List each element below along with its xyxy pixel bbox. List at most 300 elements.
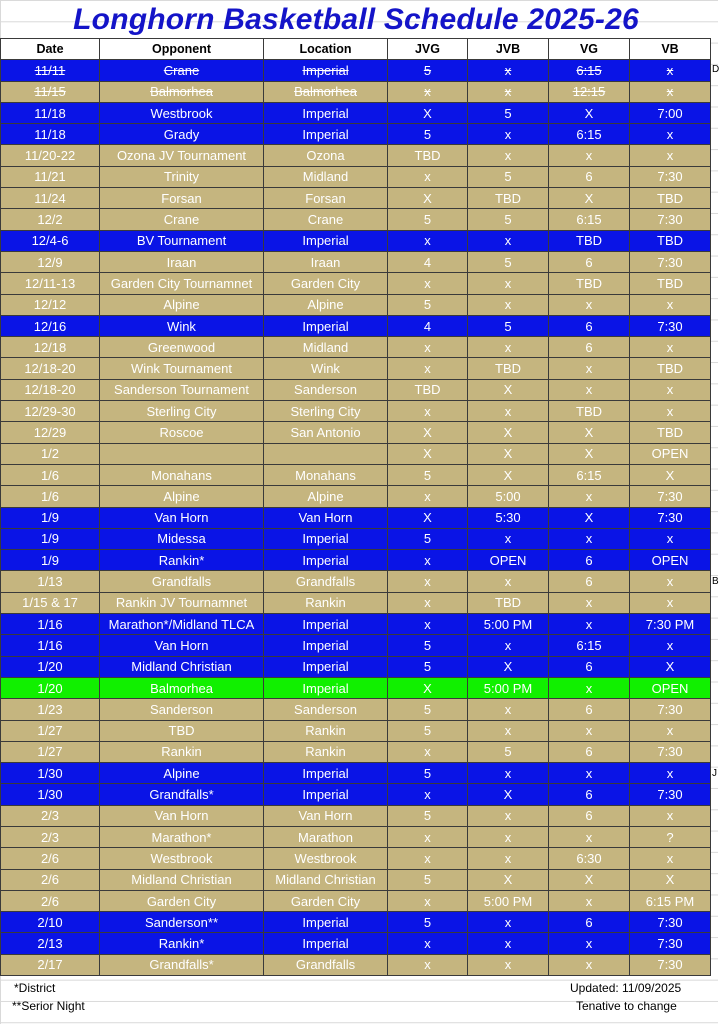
cell-date[interactable]: 12/2 — [1, 209, 100, 230]
cell-date[interactable]: 2/6 — [1, 869, 100, 890]
cell-vb[interactable]: x — [630, 60, 711, 81]
cell-vg[interactable]: TBD — [549, 230, 630, 251]
cell-date[interactable]: 1/30 — [1, 784, 100, 805]
cell-vb[interactable]: TBD — [630, 358, 711, 379]
cell-vg[interactable]: X — [549, 188, 630, 209]
cell-opponent[interactable]: Rankin* — [100, 550, 264, 571]
cell-vb[interactable]: X — [630, 464, 711, 485]
cell-location[interactable] — [264, 443, 388, 464]
cell-vg[interactable]: x — [549, 720, 630, 741]
cell-location[interactable]: Imperial — [264, 124, 388, 145]
cell-vg[interactable]: TBD — [549, 273, 630, 294]
cell-date[interactable]: 1/16 — [1, 635, 100, 656]
cell-vb[interactable]: 7:30 — [630, 933, 711, 954]
cell-date[interactable]: 11/18 — [1, 124, 100, 145]
cell-vg[interactable]: 6 — [549, 315, 630, 336]
cell-vb[interactable]: 7:30 — [630, 486, 711, 507]
cell-vb[interactable]: TBD — [630, 422, 711, 443]
cell-opponent[interactable]: Alpine — [100, 294, 264, 315]
cell-opponent[interactable]: Wink — [100, 315, 264, 336]
cell-vg[interactable]: 6:15 — [549, 124, 630, 145]
cell-vb[interactable]: 7:30 — [630, 741, 711, 762]
cell-jvg[interactable]: X — [388, 422, 468, 443]
cell-vg[interactable]: TBD — [549, 401, 630, 422]
cell-jvg[interactable]: 5 — [388, 464, 468, 485]
header-jvg[interactable]: JVG — [388, 39, 468, 60]
cell-jvb[interactable]: x — [468, 699, 549, 720]
cell-date[interactable]: 12/12 — [1, 294, 100, 315]
cell-vb[interactable]: 7:30 — [630, 166, 711, 187]
cell-jvb[interactable]: x — [468, 848, 549, 869]
cell-jvg[interactable]: x — [388, 358, 468, 379]
cell-location[interactable]: Van Horn — [264, 805, 388, 826]
cell-opponent[interactable]: Garden City — [100, 890, 264, 911]
cell-opponent[interactable]: Iraan — [100, 251, 264, 272]
cell-vb[interactable]: x — [630, 720, 711, 741]
cell-opponent[interactable]: Forsan — [100, 188, 264, 209]
cell-location[interactable]: San Antonio — [264, 422, 388, 443]
cell-jvb[interactable]: X — [468, 443, 549, 464]
cell-jvb[interactable]: x — [468, 124, 549, 145]
cell-location[interactable]: Grandfalls — [264, 954, 388, 975]
header-vb[interactable]: VB — [630, 39, 711, 60]
cell-vb[interactable]: 7:30 — [630, 209, 711, 230]
cell-jvb[interactable]: 5 — [468, 102, 549, 123]
cell-opponent[interactable]: TBD — [100, 720, 264, 741]
cell-vg[interactable]: X — [549, 422, 630, 443]
cell-jvb[interactable]: x — [468, 401, 549, 422]
cell-location[interactable]: Sanderson — [264, 699, 388, 720]
cell-opponent[interactable]: Grady — [100, 124, 264, 145]
cell-jvb[interactable]: X — [468, 379, 549, 400]
cell-vb[interactable]: x — [630, 571, 711, 592]
cell-vg[interactable]: x — [549, 933, 630, 954]
cell-jvg[interactable]: x — [388, 273, 468, 294]
cell-jvb[interactable]: X — [468, 464, 549, 485]
cell-location[interactable]: Wink — [264, 358, 388, 379]
cell-vg[interactable]: X — [549, 102, 630, 123]
cell-date[interactable]: 1/20 — [1, 656, 100, 677]
cell-jvb[interactable]: x — [468, 635, 549, 656]
cell-vg[interactable]: x — [549, 145, 630, 166]
cell-date[interactable]: 11/11 — [1, 60, 100, 81]
cell-location[interactable]: Imperial — [264, 315, 388, 336]
cell-jvg[interactable]: TBD — [388, 379, 468, 400]
cell-jvg[interactable]: x — [388, 550, 468, 571]
cell-location[interactable]: Imperial — [264, 528, 388, 549]
cell-opponent[interactable]: Marathon* — [100, 826, 264, 847]
cell-vg[interactable]: x — [549, 528, 630, 549]
cell-location[interactable]: Imperial — [264, 102, 388, 123]
cell-date[interactable]: 1/9 — [1, 528, 100, 549]
cell-jvb[interactable]: X — [468, 422, 549, 443]
cell-vb[interactable]: X — [630, 869, 711, 890]
cell-jvb[interactable]: x — [468, 933, 549, 954]
cell-vg[interactable]: 6 — [549, 741, 630, 762]
cell-vb[interactable]: TBD — [630, 230, 711, 251]
cell-opponent[interactable] — [100, 443, 264, 464]
cell-vg[interactable]: x — [549, 358, 630, 379]
cell-jvg[interactable]: X — [388, 102, 468, 123]
cell-location[interactable]: Imperial — [264, 635, 388, 656]
cell-date[interactable]: 1/27 — [1, 720, 100, 741]
cell-jvg[interactable]: x — [388, 337, 468, 358]
cell-vg[interactable]: 6:15 — [549, 635, 630, 656]
cell-jvg[interactable]: X — [388, 507, 468, 528]
cell-jvb[interactable]: TBD — [468, 592, 549, 613]
cell-vb[interactable]: x — [630, 635, 711, 656]
cell-vb[interactable]: 7:30 — [630, 315, 711, 336]
cell-jvg[interactable]: X — [388, 188, 468, 209]
cell-date[interactable]: 11/24 — [1, 188, 100, 209]
cell-jvb[interactable]: 5 — [468, 315, 549, 336]
cell-jvg[interactable]: 5 — [388, 699, 468, 720]
cell-date[interactable]: 12/29-30 — [1, 401, 100, 422]
cell-vg[interactable]: 6:15 — [549, 60, 630, 81]
cell-date[interactable]: 2/6 — [1, 848, 100, 869]
cell-jvb[interactable]: x — [468, 528, 549, 549]
cell-date[interactable]: 11/15 — [1, 81, 100, 102]
cell-vb[interactable]: 7:30 — [630, 699, 711, 720]
cell-opponent[interactable]: Westbrook — [100, 102, 264, 123]
cell-date[interactable]: 11/21 — [1, 166, 100, 187]
cell-date[interactable]: 1/13 — [1, 571, 100, 592]
cell-opponent[interactable]: Rankin JV Tournamnet — [100, 592, 264, 613]
cell-opponent[interactable]: Van Horn — [100, 805, 264, 826]
cell-vg[interactable]: x — [549, 294, 630, 315]
cell-jvg[interactable]: 5 — [388, 869, 468, 890]
cell-date[interactable]: 1/23 — [1, 699, 100, 720]
cell-date[interactable]: 1/6 — [1, 464, 100, 485]
cell-location[interactable]: Grandfalls — [264, 571, 388, 592]
cell-jvg[interactable]: 5 — [388, 124, 468, 145]
cell-vb[interactable]: OPEN — [630, 443, 711, 464]
cell-jvb[interactable]: x — [468, 230, 549, 251]
cell-vb[interactable]: ? — [630, 826, 711, 847]
cell-date[interactable]: 12/18 — [1, 337, 100, 358]
cell-jvg[interactable]: x — [388, 614, 468, 635]
cell-jvg[interactable]: 4 — [388, 251, 468, 272]
cell-opponent[interactable]: Marathon*/Midland TLCA — [100, 614, 264, 635]
cell-opponent[interactable]: Crane — [100, 60, 264, 81]
cell-vg[interactable]: 6:30 — [549, 848, 630, 869]
cell-date[interactable]: 1/16 — [1, 614, 100, 635]
cell-opponent[interactable]: Ozona JV Tournament — [100, 145, 264, 166]
cell-vg[interactable]: 6 — [549, 699, 630, 720]
cell-opponent[interactable]: Alpine — [100, 763, 264, 784]
cell-vb[interactable]: x — [630, 763, 711, 784]
cell-vg[interactable]: 6 — [549, 550, 630, 571]
cell-vb[interactable]: x — [630, 379, 711, 400]
cell-vg[interactable]: X — [549, 443, 630, 464]
cell-vb[interactable]: 7:30 — [630, 507, 711, 528]
cell-vg[interactable]: x — [549, 677, 630, 698]
cell-jvb[interactable]: x — [468, 337, 549, 358]
cell-jvb[interactable]: x — [468, 763, 549, 784]
cell-vg[interactable]: 6 — [549, 805, 630, 826]
cell-location[interactable]: Monahans — [264, 464, 388, 485]
cell-jvb[interactable]: X — [468, 784, 549, 805]
cell-location[interactable]: Sanderson — [264, 379, 388, 400]
cell-jvg[interactable]: x — [388, 81, 468, 102]
cell-jvb[interactable]: x — [468, 826, 549, 847]
cell-jvb[interactable]: X — [468, 656, 549, 677]
cell-location[interactable]: Midland — [264, 337, 388, 358]
cell-jvb[interactable]: 5 — [468, 251, 549, 272]
cell-jvg[interactable]: 5 — [388, 763, 468, 784]
cell-opponent[interactable]: Rankin — [100, 741, 264, 762]
cell-location[interactable]: Imperial — [264, 912, 388, 933]
cell-location[interactable]: Garden City — [264, 890, 388, 911]
cell-jvg[interactable]: x — [388, 571, 468, 592]
cell-jvb[interactable]: x — [468, 81, 549, 102]
cell-opponent[interactable]: Midessa — [100, 528, 264, 549]
cell-jvb[interactable]: x — [468, 954, 549, 975]
cell-jvg[interactable]: x — [388, 166, 468, 187]
cell-jvg[interactable]: 5 — [388, 60, 468, 81]
cell-jvb[interactable]: x — [468, 294, 549, 315]
cell-vb[interactable]: x — [630, 337, 711, 358]
cell-jvb[interactable]: OPEN — [468, 550, 549, 571]
cell-date[interactable]: 1/27 — [1, 741, 100, 762]
cell-opponent[interactable]: Westbrook — [100, 848, 264, 869]
cell-location[interactable]: Alpine — [264, 486, 388, 507]
cell-location[interactable]: Garden City — [264, 273, 388, 294]
cell-jvb[interactable]: x — [468, 805, 549, 826]
cell-jvb[interactable]: 5:00 PM — [468, 677, 549, 698]
cell-jvg[interactable]: x — [388, 486, 468, 507]
cell-jvb[interactable]: TBD — [468, 358, 549, 379]
cell-date[interactable]: 2/6 — [1, 890, 100, 911]
cell-opponent[interactable]: Van Horn — [100, 507, 264, 528]
cell-vb[interactable]: 6:15 PM — [630, 890, 711, 911]
cell-vb[interactable]: x — [630, 528, 711, 549]
cell-date[interactable]: 1/30 — [1, 763, 100, 784]
cell-vg[interactable]: 6:15 — [549, 209, 630, 230]
cell-location[interactable]: Balmorhea — [264, 81, 388, 102]
cell-location[interactable]: Iraan — [264, 251, 388, 272]
cell-vg[interactable]: x — [549, 954, 630, 975]
cell-location[interactable]: Imperial — [264, 60, 388, 81]
cell-location[interactable]: Imperial — [264, 677, 388, 698]
cell-jvg[interactable]: x — [388, 230, 468, 251]
cell-vb[interactable]: x — [630, 848, 711, 869]
cell-opponent[interactable]: Alpine — [100, 486, 264, 507]
cell-vb[interactable]: 7:30 — [630, 912, 711, 933]
cell-jvb[interactable]: 5:00 — [468, 486, 549, 507]
cell-vg[interactable]: x — [549, 592, 630, 613]
cell-location[interactable]: Westbrook — [264, 848, 388, 869]
cell-jvg[interactable]: x — [388, 592, 468, 613]
cell-vg[interactable]: 6 — [549, 912, 630, 933]
cell-vg[interactable]: 6 — [549, 784, 630, 805]
cell-jvg[interactable]: x — [388, 784, 468, 805]
cell-date[interactable]: 12/29 — [1, 422, 100, 443]
cell-jvg[interactable]: 5 — [388, 656, 468, 677]
cell-jvb[interactable]: x — [468, 571, 549, 592]
cell-location[interactable]: Imperial — [264, 230, 388, 251]
cell-opponent[interactable]: Van Horn — [100, 635, 264, 656]
cell-vb[interactable]: TBD — [630, 188, 711, 209]
cell-vb[interactable]: x — [630, 592, 711, 613]
cell-jvg[interactable]: TBD — [388, 145, 468, 166]
cell-jvb[interactable]: x — [468, 273, 549, 294]
cell-jvg[interactable]: X — [388, 677, 468, 698]
cell-vb[interactable]: OPEN — [630, 550, 711, 571]
cell-vg[interactable]: X — [549, 869, 630, 890]
cell-date[interactable]: 2/3 — [1, 826, 100, 847]
cell-jvb[interactable]: X — [468, 869, 549, 890]
cell-date[interactable]: 12/4-6 — [1, 230, 100, 251]
cell-vg[interactable]: 6 — [549, 337, 630, 358]
cell-date[interactable]: 11/18 — [1, 102, 100, 123]
cell-jvb[interactable]: TBD — [468, 188, 549, 209]
cell-vb[interactable]: x — [630, 401, 711, 422]
cell-location[interactable]: Imperial — [264, 614, 388, 635]
cell-opponent[interactable]: Sanderson — [100, 699, 264, 720]
cell-jvg[interactable]: x — [388, 890, 468, 911]
cell-opponent[interactable]: Crane — [100, 209, 264, 230]
cell-vg[interactable]: x — [549, 614, 630, 635]
cell-jvb[interactable]: 5:00 PM — [468, 890, 549, 911]
cell-opponent[interactable]: Balmorhea — [100, 81, 264, 102]
cell-opponent[interactable]: Balmorhea — [100, 677, 264, 698]
cell-opponent[interactable]: Sterling City — [100, 401, 264, 422]
cell-vg[interactable]: 6 — [549, 571, 630, 592]
cell-location[interactable]: Alpine — [264, 294, 388, 315]
cell-opponent[interactable]: Wink Tournament — [100, 358, 264, 379]
cell-opponent[interactable]: Monahans — [100, 464, 264, 485]
cell-location[interactable]: Marathon — [264, 826, 388, 847]
cell-opponent[interactable]: Roscoe — [100, 422, 264, 443]
cell-opponent[interactable]: Midland Christian — [100, 656, 264, 677]
cell-jvg[interactable]: 5 — [388, 635, 468, 656]
cell-date[interactable]: 1/9 — [1, 550, 100, 571]
header-opponent[interactable]: Opponent — [100, 39, 264, 60]
cell-date[interactable]: 12/16 — [1, 315, 100, 336]
cell-jvg[interactable]: x — [388, 741, 468, 762]
cell-vb[interactable]: 7:30 PM — [630, 614, 711, 635]
cell-location[interactable]: Imperial — [264, 784, 388, 805]
cell-vg[interactable]: x — [549, 379, 630, 400]
cell-location[interactable]: Midland Christian — [264, 869, 388, 890]
cell-jvg[interactable]: x — [388, 826, 468, 847]
cell-vb[interactable]: OPEN — [630, 677, 711, 698]
cell-opponent[interactable]: Greenwood — [100, 337, 264, 358]
cell-vg[interactable]: x — [549, 826, 630, 847]
cell-opponent[interactable]: Rankin* — [100, 933, 264, 954]
cell-opponent[interactable]: Garden City Tournamnet — [100, 273, 264, 294]
cell-date[interactable]: 2/3 — [1, 805, 100, 826]
cell-location[interactable]: Imperial — [264, 763, 388, 784]
cell-date[interactable]: 12/18-20 — [1, 379, 100, 400]
header-vg[interactable]: VG — [549, 39, 630, 60]
cell-location[interactable]: Rankin — [264, 592, 388, 613]
cell-jvg[interactable]: x — [388, 933, 468, 954]
cell-jvb[interactable]: 5 — [468, 209, 549, 230]
cell-jvb[interactable]: 5:00 PM — [468, 614, 549, 635]
cell-jvg[interactable]: X — [388, 443, 468, 464]
cell-jvg[interactable]: x — [388, 848, 468, 869]
cell-jvg[interactable]: 4 — [388, 315, 468, 336]
cell-vb[interactable]: x — [630, 124, 711, 145]
cell-opponent[interactable]: Midland Christian — [100, 869, 264, 890]
cell-jvb[interactable]: x — [468, 720, 549, 741]
cell-vb[interactable]: 7:30 — [630, 251, 711, 272]
cell-jvg[interactable]: 5 — [388, 528, 468, 549]
cell-location[interactable]: Imperial — [264, 550, 388, 571]
cell-jvb[interactable]: 5 — [468, 741, 549, 762]
cell-jvg[interactable]: x — [388, 954, 468, 975]
cell-vb[interactable]: x — [630, 294, 711, 315]
header-location[interactable]: Location — [264, 39, 388, 60]
cell-date[interactable]: 11/20-22 — [1, 145, 100, 166]
cell-jvg[interactable]: 5 — [388, 912, 468, 933]
header-date[interactable]: Date — [1, 39, 100, 60]
cell-vg[interactable]: x — [549, 763, 630, 784]
cell-vg[interactable]: x — [549, 890, 630, 911]
cell-date[interactable]: 1/15 & 17 — [1, 592, 100, 613]
cell-date[interactable]: 1/6 — [1, 486, 100, 507]
cell-vb[interactable]: 7:30 — [630, 784, 711, 805]
cell-opponent[interactable]: Trinity — [100, 166, 264, 187]
cell-jvb[interactable]: x — [468, 145, 549, 166]
cell-vg[interactable]: 6 — [549, 166, 630, 187]
cell-vg[interactable]: 6:15 — [549, 464, 630, 485]
cell-opponent[interactable]: Sanderson Tournament — [100, 379, 264, 400]
cell-date[interactable]: 12/18-20 — [1, 358, 100, 379]
cell-vg[interactable]: x — [549, 486, 630, 507]
cell-opponent[interactable]: Grandfalls* — [100, 784, 264, 805]
cell-location[interactable]: Imperial — [264, 933, 388, 954]
cell-date[interactable]: 12/9 — [1, 251, 100, 272]
cell-date[interactable]: 1/20 — [1, 677, 100, 698]
cell-vb[interactable]: TBD — [630, 273, 711, 294]
cell-date[interactable]: 1/9 — [1, 507, 100, 528]
cell-date[interactable]: 2/17 — [1, 954, 100, 975]
cell-location[interactable]: Sterling City — [264, 401, 388, 422]
cell-date[interactable]: 12/11-13 — [1, 273, 100, 294]
cell-jvg[interactable]: 5 — [388, 294, 468, 315]
cell-location[interactable]: Rankin — [264, 741, 388, 762]
cell-jvg[interactable]: 5 — [388, 720, 468, 741]
cell-vg[interactable]: X — [549, 507, 630, 528]
cell-vg[interactable]: 12:15 — [549, 81, 630, 102]
cell-vb[interactable]: x — [630, 805, 711, 826]
cell-location[interactable]: Crane — [264, 209, 388, 230]
cell-vb[interactable]: 7:00 — [630, 102, 711, 123]
cell-date[interactable]: 2/13 — [1, 933, 100, 954]
cell-opponent[interactable]: BV Tournament — [100, 230, 264, 251]
cell-vb[interactable]: x — [630, 81, 711, 102]
cell-vb[interactable]: 7:30 — [630, 954, 711, 975]
cell-vg[interactable]: 6 — [549, 656, 630, 677]
cell-vb[interactable]: X — [630, 656, 711, 677]
cell-location[interactable]: Van Horn — [264, 507, 388, 528]
cell-date[interactable]: 1/2 — [1, 443, 100, 464]
cell-jvg[interactable]: 5 — [388, 805, 468, 826]
cell-vg[interactable]: 6 — [549, 251, 630, 272]
cell-opponent[interactable]: Grandfalls* — [100, 954, 264, 975]
cell-vb[interactable]: x — [630, 145, 711, 166]
cell-location[interactable]: Forsan — [264, 188, 388, 209]
cell-jvb[interactable]: 5:30 — [468, 507, 549, 528]
cell-jvg[interactable]: 5 — [388, 209, 468, 230]
cell-opponent[interactable]: Grandfalls — [100, 571, 264, 592]
cell-date[interactable]: 2/10 — [1, 912, 100, 933]
cell-location[interactable]: Midland — [264, 166, 388, 187]
cell-location[interactable]: Imperial — [264, 656, 388, 677]
